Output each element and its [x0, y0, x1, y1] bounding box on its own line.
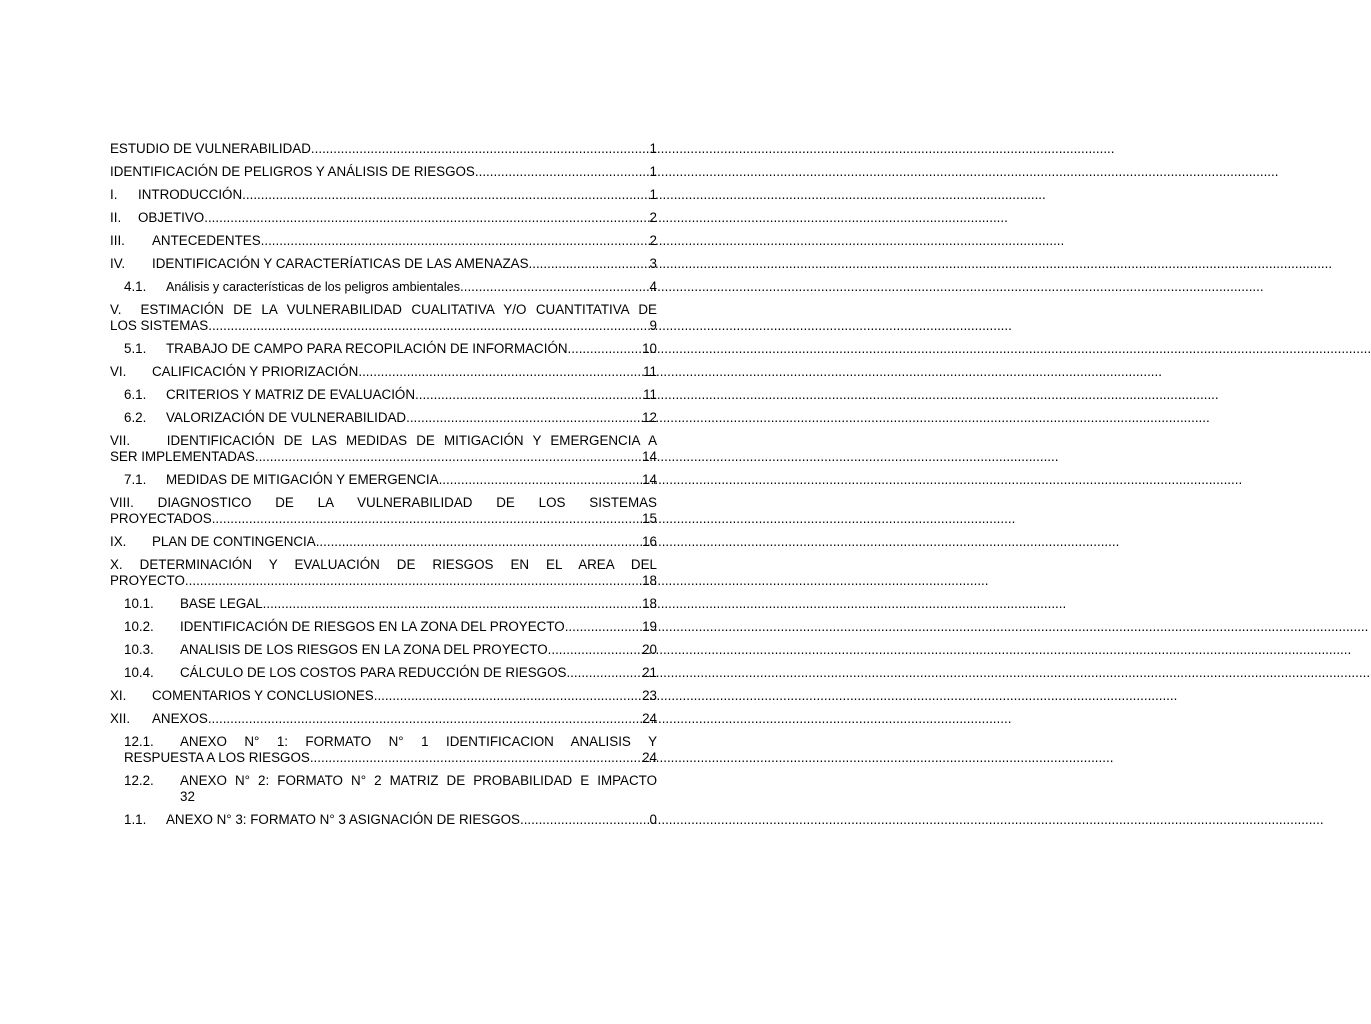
toc-leader-dots — [204, 210, 649, 226]
toc-entry[interactable] — [110, 187, 657, 203]
toc-entry[interactable] — [110, 619, 657, 635]
toc-entry[interactable] — [110, 596, 657, 612]
toc-leader-dots — [475, 164, 650, 180]
toc-entry-number: 6.1. — [124, 387, 147, 402]
toc-entry-title: ANALISIS DE LOS RIESGOS EN LA ZONA DEL PROYECTO — [180, 642, 548, 657]
toc-entry-number: 10.3. — [124, 642, 154, 657]
toc-entry-number: X. — [110, 557, 123, 572]
toc-entry[interactable] — [110, 387, 657, 403]
toc-entry-page: 14 — [642, 449, 657, 464]
toc-entry[interactable] — [110, 495, 657, 527]
toc-entry-title-line1 — [110, 302, 657, 318]
toc-leader-dots — [520, 812, 650, 828]
toc-leader-dots — [460, 279, 650, 295]
toc-entry-title: BASE LEGAL — [180, 596, 263, 611]
toc-leader-dots — [374, 688, 642, 704]
toc-leader-dots — [242, 187, 649, 203]
toc-entry-title-line2: PROYECTADOS — [110, 511, 212, 526]
toc-entry[interactable] — [110, 534, 657, 550]
toc-entry-number: 4.1. — [124, 279, 147, 294]
toc-entry-number: 1.1. — [124, 812, 147, 827]
toc-entry-number: IX. — [110, 534, 127, 549]
toc-entry-title: PLAN DE CONTINGENCIA — [152, 534, 316, 549]
table-of-contents — [110, 141, 657, 835]
toc-entry-page: 12 — [642, 410, 657, 425]
toc-leader-dots — [406, 410, 642, 426]
toc-entry-number: 12.1. — [124, 734, 154, 749]
toc-entry-title: IDENTIFICACIÓN DE RIESGOS EN LA ZONA DEL PROYECTO — [180, 619, 565, 634]
toc-entry-title-line2: SER IMPLEMENTADAS — [110, 449, 255, 464]
toc-entry[interactable] — [110, 164, 657, 180]
toc-entry-number: II. — [110, 210, 122, 225]
toc-entry-page: 10 — [642, 341, 657, 356]
toc-entry-page: 1 — [649, 164, 657, 179]
toc-leader-dots — [415, 387, 643, 403]
toc-entry-number: V. — [110, 302, 122, 317]
toc-entry-page: 2 — [649, 210, 657, 225]
toc-entry-number: 5.1. — [124, 341, 147, 356]
toc-entry-page: 2 — [649, 233, 657, 248]
toc-entry-number: VII. — [110, 433, 131, 448]
toc-entry-number: VIII. — [110, 495, 134, 510]
toc-entry-page: 3 — [649, 256, 657, 271]
toc-entry[interactable] — [110, 341, 657, 357]
toc-entry-title: CRITERIOS Y MATRIZ DE EVALUACIÓN — [166, 387, 416, 402]
toc-entry-number: XII. — [110, 711, 131, 726]
toc-entry-number: IV. — [110, 256, 126, 271]
toc-entry[interactable] — [110, 472, 657, 488]
toc-entry-title-line2: LOS SISTEMAS — [110, 318, 209, 333]
toc-entry-title: DIAGNOSTICO DE LA VULNERABILIDAD DE LOS SISTEMAS — [157, 495, 657, 510]
toc-entry-page: 0 — [649, 812, 657, 827]
toc-entry-title: IDENTIFICACIÓN Y CARACTERÍATICAS DE LAS AMENAZAS — [152, 256, 529, 271]
toc-entry-title: DETERMINACIÓN Y EVALUACIÓN DE RIESGOS EN EL AREA DEL — [139, 557, 657, 572]
toc-entry-title-line1: ANEXO N° 2: FORMATO N° 2 MATRIZ DE PROBABILIDAD E IMPACTO — [180, 773, 657, 788]
toc-entry-title: IDENTIFICACIÓN DE PELIGROS Y ANÁLISIS DE RIESGOS — [110, 164, 475, 179]
toc-entry-number: VI. — [110, 364, 127, 379]
toc-entry[interactable] — [110, 279, 657, 295]
toc-entry-page: 18 — [642, 596, 657, 611]
toc-entry-page: 9 — [649, 318, 657, 333]
toc-entry[interactable] — [110, 711, 657, 727]
toc-entry[interactable] — [110, 642, 657, 658]
toc-entry-title: CÁLCULO DE LOS COSTOS PARA REDUCCIÓN DE RIESGOS — [180, 665, 567, 680]
toc-leader-dots — [566, 665, 642, 681]
toc-leader-dots — [208, 318, 649, 334]
toc-entry[interactable] — [110, 364, 657, 380]
toc-entry-number: 6.2. — [124, 410, 147, 425]
toc-leader-dots — [263, 596, 642, 612]
toc-entry-title: VALORIZACIÓN DE VULNERABILIDAD — [166, 410, 407, 425]
toc-entry-number: I. — [110, 187, 118, 202]
toc-entry-title-line1 — [110, 557, 657, 573]
toc-leader-dots — [212, 511, 642, 527]
toc-leader-dots — [310, 750, 642, 766]
toc-leader-dots — [255, 449, 642, 465]
toc-leader-dots — [439, 472, 643, 488]
toc-leader-dots — [568, 341, 643, 357]
toc-entry[interactable] — [110, 302, 657, 334]
toc-entry[interactable] — [110, 233, 657, 249]
toc-leader-dots — [185, 573, 642, 589]
toc-entry-number: 12.2. — [124, 773, 154, 788]
toc-entry-title: MEDIDAS DE MITIGACIÓN Y EMERGENCIA — [166, 472, 439, 487]
toc-entry-page: 18 — [642, 573, 657, 588]
toc-entry-page: 15 — [642, 511, 657, 526]
toc-entry-title-line1 — [110, 433, 657, 449]
toc-entry-page: 1 — [649, 187, 657, 202]
toc-leader-dots — [316, 534, 642, 550]
toc-entry-title-line2: PROYECTO — [110, 573, 185, 588]
toc-leader-dots — [261, 233, 650, 249]
toc-entry-title: CALIFICACIÓN Y PRIORIZACIÓN — [152, 364, 359, 379]
toc-entry-title: COMENTARIOS Y CONCLUSIONES — [152, 688, 374, 703]
toc-entry[interactable] — [110, 734, 657, 766]
toc-entry-page: 16 — [642, 534, 657, 549]
toc-entry-number: III. — [110, 233, 125, 248]
toc-entry-page: 20 — [642, 642, 657, 657]
toc-entry-page: 24 — [642, 750, 657, 765]
toc-entry-number: 10.2. — [124, 619, 154, 634]
toc-entry-title-line1 — [110, 495, 657, 511]
toc-entry[interactable] — [110, 256, 657, 272]
toc-entry[interactable] — [110, 210, 657, 226]
toc-entry[interactable] — [110, 773, 657, 805]
toc-entry-page: 24 — [642, 711, 657, 726]
toc-entry[interactable] — [110, 410, 657, 426]
toc-entry-title: ANEXOS — [152, 711, 208, 726]
toc-leader-dots — [529, 256, 650, 272]
toc-leader-dots — [208, 711, 642, 727]
toc-entry-page: 32 — [180, 789, 195, 804]
toc-leader-dots — [548, 642, 642, 658]
toc-entry[interactable] — [110, 688, 657, 704]
toc-entry[interactable] — [110, 812, 657, 828]
toc-entry-page: 11 — [643, 364, 657, 379]
toc-entry-title: ANTECEDENTES — [152, 233, 261, 248]
toc-entry-number: XI. — [110, 688, 127, 703]
toc-entry[interactable] — [110, 557, 657, 589]
toc-entry-page: 4 — [649, 279, 657, 294]
toc-entry-number: 10.4. — [124, 665, 154, 680]
toc-entry-number: 7.1. — [124, 472, 147, 487]
toc-leader-dots — [565, 619, 642, 635]
toc-leader-dots — [311, 141, 650, 157]
toc-entry-title-line2: RESPUESTA A LOS RIESGOS — [124, 750, 310, 765]
toc-entry-title: ESTIMACIÓN DE LA VULNERABILIDAD CUALITATIVA Y/O CUANTITATIVA DE — [140, 302, 657, 317]
toc-entry-page: 19 — [642, 619, 657, 634]
toc-entry-number: 10.1. — [124, 596, 154, 611]
toc-entry-page: 11 — [643, 387, 657, 402]
toc-entry-title: IDENTIFICACIÓN DE LAS MEDIDAS DE MITIGACIÓN Y EMERGENCIA A — [166, 433, 657, 448]
toc-entry-title-line1: ANEXO N° 1: FORMATO N° 1 IDENTIFICACION ANALISIS Y — [180, 734, 657, 749]
toc-entry-title: INTRODUCCIÓN — [138, 187, 243, 202]
toc-entry[interactable] — [110, 665, 657, 681]
toc-entry[interactable] — [110, 141, 657, 157]
toc-entry-title: OBJETIVO — [138, 210, 205, 225]
toc-entry-title: ANEXO N° 3: FORMATO N° 3 ASIGNACIÓN DE RIESGOS — [166, 812, 520, 827]
toc-entry-title: Análisis y características de los peligros ambientales — [166, 280, 460, 294]
toc-leader-dots — [358, 364, 643, 380]
toc-entry[interactable] — [110, 433, 657, 465]
toc-entry-page: 23 — [642, 688, 657, 703]
toc-entry-page: 21 — [642, 665, 657, 680]
toc-entry-page: 14 — [642, 472, 657, 487]
toc-entry-title: ESTUDIO DE VULNERABILIDAD — [110, 141, 311, 156]
toc-entry-page: 1 — [649, 141, 657, 156]
toc-entry-title: TRABAJO DE CAMPO PARA RECOPILACIÓN DE INFORMACIÓN — [166, 341, 568, 356]
